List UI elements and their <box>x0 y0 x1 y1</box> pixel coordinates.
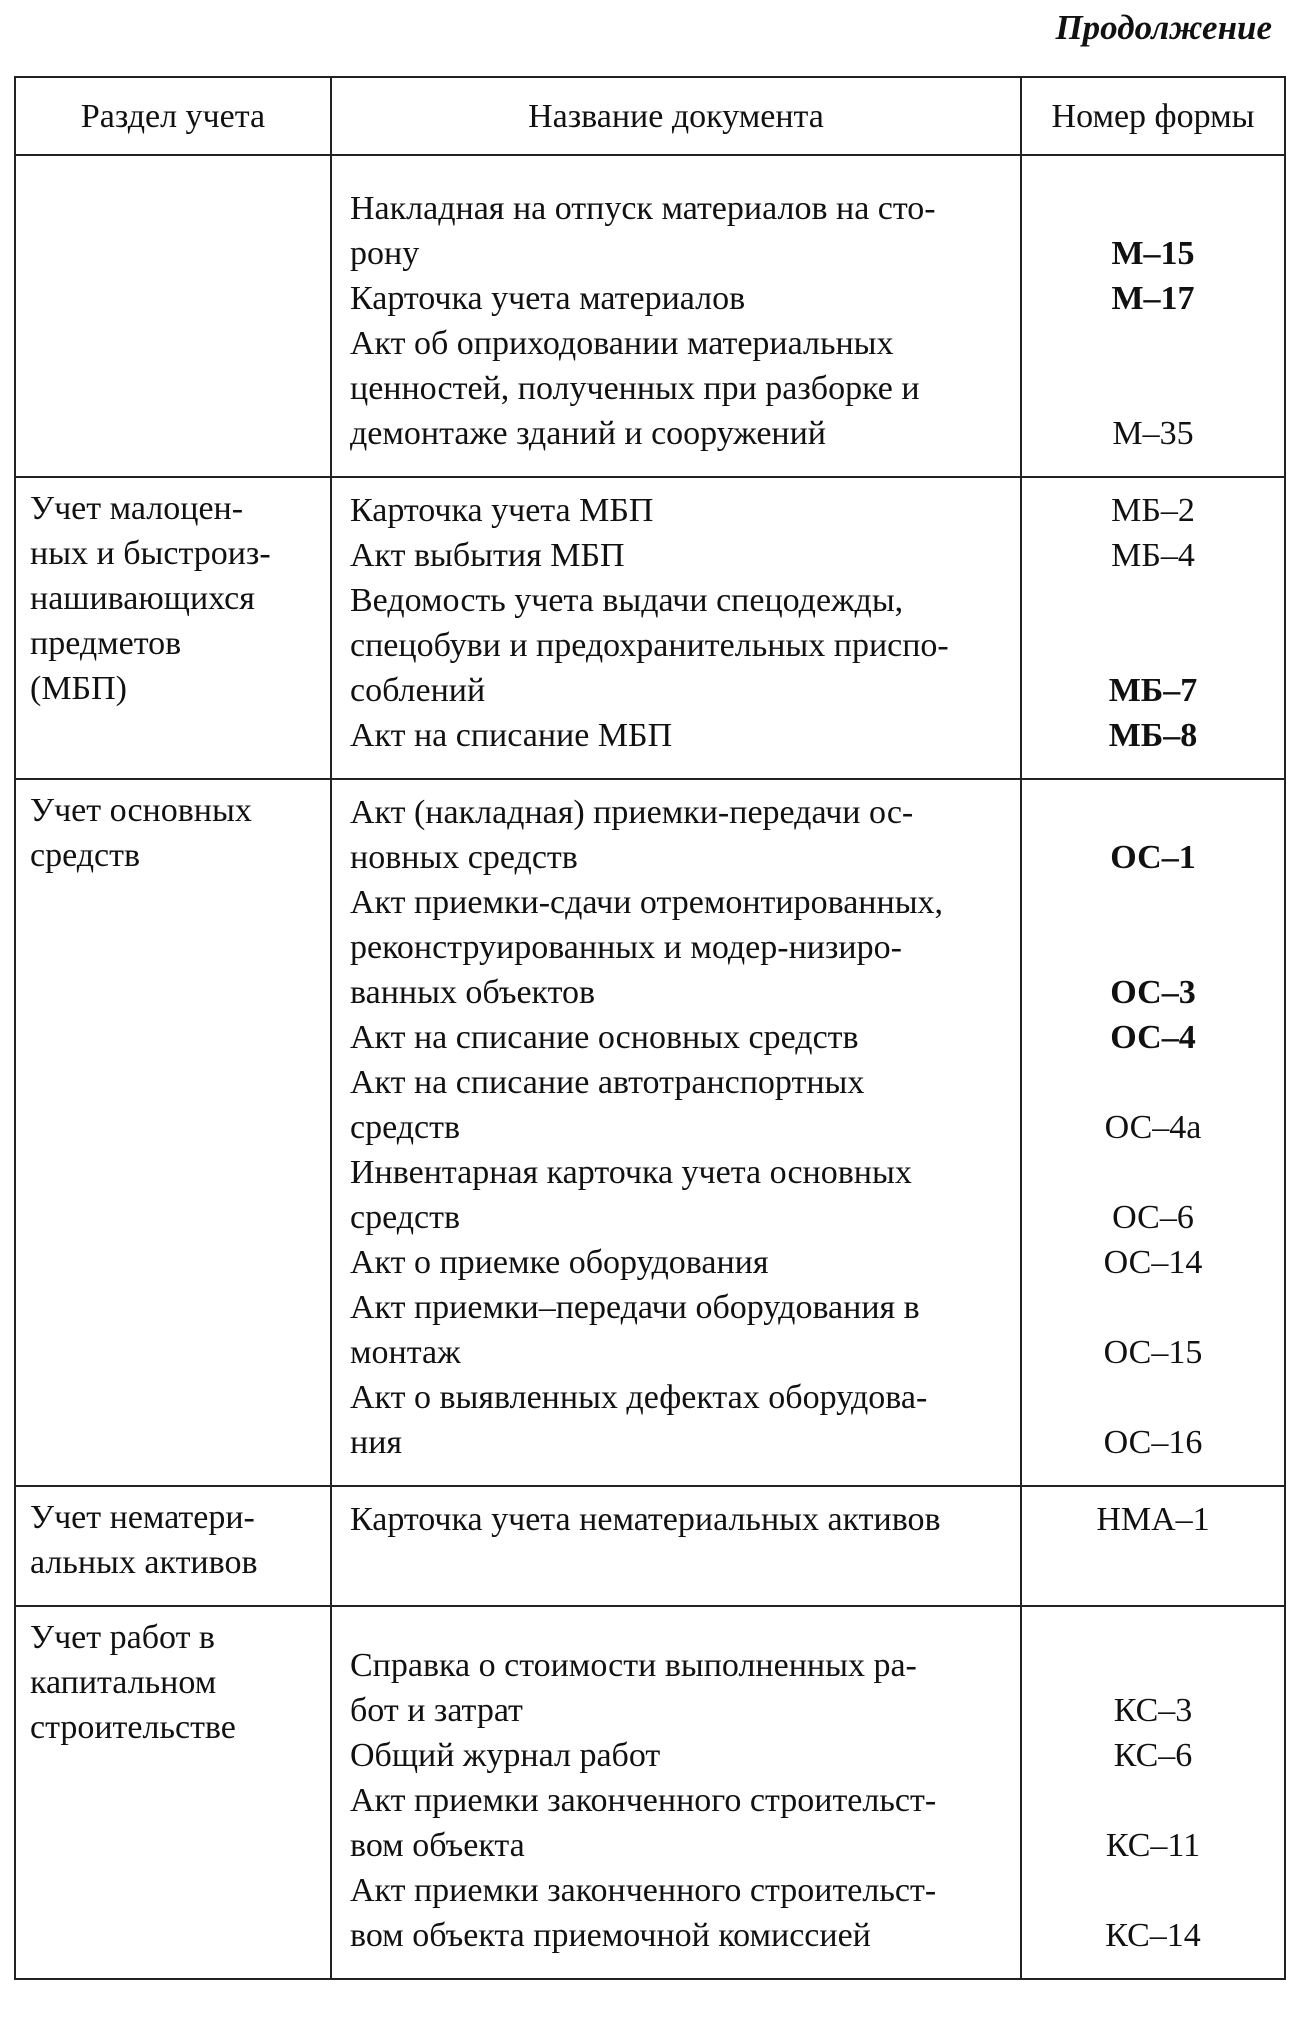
form-number-entry <box>1032 1733 1274 1778</box>
table-row <box>15 1606 1285 1979</box>
form-numbers-cell <box>1021 779 1285 1486</box>
document-name-line: Акт (накладная) приемки-передачи ос- <box>350 794 914 831</box>
document-names-cell <box>331 155 1021 477</box>
document-name-line: Акт о приемке оборудования <box>350 1244 769 1281</box>
form-numbers-cell <box>1021 1606 1285 1979</box>
section-cell <box>15 155 331 477</box>
section-line: средств <box>30 837 141 874</box>
document-name-line: монтаж <box>350 1334 461 1371</box>
document-entry <box>350 1240 1002 1285</box>
document-name-line: Акт на списание основных средств <box>350 1019 859 1056</box>
section-line: (МБП) <box>30 670 127 707</box>
continuation-caption: Продолжение <box>1055 8 1272 47</box>
document-names-cell <box>331 1486 1021 1606</box>
section-line: предметов <box>30 625 182 662</box>
document-name-line: Карточка учета материалов <box>350 280 746 317</box>
document-name-line: Акт о выявленных дефектах оборудова- <box>350 1379 928 1416</box>
document-entry <box>350 321 1002 456</box>
form-number-entry <box>1032 1868 1274 1958</box>
table-row <box>15 155 1285 477</box>
document-entry <box>350 1778 1002 1868</box>
document-name-line: Карточка учета МБП <box>350 492 654 529</box>
document-entry <box>350 1643 1002 1733</box>
form-number: ОС–15 <box>1103 1334 1203 1371</box>
document-entry <box>350 276 1002 321</box>
form-number: ОС–3 <box>1110 974 1196 1011</box>
form-number: НМА–1 <box>1096 1501 1210 1538</box>
form-number-entry <box>1032 488 1274 533</box>
document-name-line: Акт на списание автотранспортных <box>350 1064 865 1101</box>
form-number-entry <box>1032 1240 1274 1285</box>
document-entry <box>350 713 1002 758</box>
header-document-name: Название документа <box>331 77 1021 155</box>
form-number-entry <box>1032 578 1274 713</box>
document-name-line: ния <box>350 1424 403 1461</box>
form-numbers-cell <box>1021 1486 1285 1606</box>
document-entry <box>350 186 1002 276</box>
document-name-line: спецобуви и предохранительных приспо- <box>350 627 949 664</box>
document-name-line: реконструированных и модер-низиро- <box>350 929 902 966</box>
document-name-line: вом объекта <box>350 1827 525 1864</box>
document-name-line: Акт приемки–передачи оборудования в <box>350 1289 920 1326</box>
section-cell <box>15 1486 331 1606</box>
documents-table <box>14 76 1286 1980</box>
form-number-entry <box>1032 186 1274 276</box>
document-entry <box>350 880 1002 1015</box>
document-name-line: Справка о стоимости выполненных ра- <box>350 1647 917 1684</box>
document-name-line: Инвентарная карточка учета основных <box>350 1154 912 1191</box>
section-cell <box>15 477 331 779</box>
section-cell <box>15 1606 331 1979</box>
section-line: Учет нематери- <box>30 1499 255 1536</box>
form-number: М–15 <box>1111 235 1195 272</box>
document-name-line: Акт приемки законченного строительст- <box>350 1782 937 1819</box>
document-name-line: новных средств <box>350 839 578 876</box>
form-number: МБ–7 <box>1108 672 1198 709</box>
document-name-line: Акт приемки законченного строительст- <box>350 1872 937 1909</box>
section-line: нашивающихся <box>30 580 255 617</box>
form-number: КС–11 <box>1105 1827 1201 1864</box>
form-number-entry <box>1032 276 1274 321</box>
document-entry <box>350 1375 1002 1465</box>
document-entry <box>350 1150 1002 1240</box>
document-name-line: демонтаже зданий и сооружений <box>350 415 826 452</box>
form-number-entry <box>1032 1643 1274 1733</box>
form-number: ОС–6 <box>1112 1199 1194 1236</box>
form-numbers-cell <box>1021 477 1285 779</box>
form-number: КС–3 <box>1113 1692 1193 1729</box>
form-number: КС–14 <box>1105 1917 1201 1954</box>
document-entry <box>350 1285 1002 1375</box>
document-entry <box>350 533 1002 578</box>
document-names-cell <box>331 477 1021 779</box>
section-line: строительстве <box>30 1709 236 1746</box>
document-entry <box>350 488 1002 533</box>
form-number-entry <box>1032 1497 1274 1542</box>
form-number: ОС–4 <box>1110 1019 1196 1056</box>
form-number: КС–6 <box>1113 1737 1193 1774</box>
document-name-line: Ведомость учета выдачи спецодежды, <box>350 582 904 619</box>
form-number-entry <box>1032 533 1274 578</box>
table-row <box>15 1486 1285 1606</box>
document-entry <box>350 1733 1002 1778</box>
section-line: Учет основных <box>30 792 252 829</box>
section-cell <box>15 779 331 1486</box>
document-entry <box>350 790 1002 880</box>
document-names-cell <box>331 1606 1021 1979</box>
document-entry <box>350 1497 1002 1542</box>
section-line: ных и быстроиз- <box>30 535 271 572</box>
form-number-entry <box>1032 880 1274 1015</box>
section-line: капитальном <box>30 1664 217 1701</box>
form-number-entry <box>1032 321 1274 456</box>
document-name-line: рону <box>350 235 420 272</box>
document-name-line: бот и затрат <box>350 1692 523 1729</box>
form-number-entry <box>1032 1015 1274 1060</box>
document-name-line: средств <box>350 1199 461 1236</box>
document-entry <box>350 1868 1002 1958</box>
form-number: МБ–4 <box>1111 537 1195 574</box>
form-number-entry <box>1032 1778 1274 1868</box>
document-name-line: вом объекта приемочной комиссией <box>350 1917 871 1954</box>
header-form-number: Номер формы <box>1021 77 1285 155</box>
form-number-entry <box>1032 1150 1274 1240</box>
section-line: Учет работ в <box>30 1619 215 1656</box>
document-name-line: средств <box>350 1109 461 1146</box>
document-name-line: Общий журнал работ <box>350 1737 661 1774</box>
form-number: МБ–8 <box>1108 717 1198 754</box>
form-number-entry <box>1032 1285 1274 1375</box>
table-body <box>15 155 1285 1979</box>
document-name-line: ванных объектов <box>350 974 596 1011</box>
form-number: М–17 <box>1111 280 1195 317</box>
document-names-cell <box>331 779 1021 1486</box>
form-number-entry <box>1032 1060 1274 1150</box>
form-numbers-cell <box>1021 155 1285 477</box>
document-entry <box>350 578 1002 713</box>
document-name-line: соблений <box>350 672 486 709</box>
form-number-entry <box>1032 713 1274 758</box>
form-number: МБ–2 <box>1111 492 1195 529</box>
form-number: ОС–16 <box>1103 1424 1203 1461</box>
header-section: Раздел учета <box>15 77 331 155</box>
document-name-line: ценностей, полученных при разборке и <box>350 370 920 407</box>
form-number: М–35 <box>1112 415 1194 452</box>
document-entry <box>350 1015 1002 1060</box>
document-name-line: Карточка учета нематериальных активов <box>350 1501 941 1538</box>
form-number-entry <box>1032 1375 1274 1465</box>
table-row <box>15 477 1285 779</box>
form-number: ОС–1 <box>1110 839 1196 876</box>
document-name-line: Акт об оприходовании материальных <box>350 325 894 362</box>
section-line: альных активов <box>30 1544 258 1581</box>
document-name-line: Накладная на отпуск материалов на сто- <box>350 190 936 227</box>
form-number-entry <box>1032 790 1274 880</box>
document-name-line: Акт выбытия МБП <box>350 537 625 574</box>
document-name-line: Акт на списание МБП <box>350 717 673 754</box>
table-row <box>15 779 1285 1486</box>
table-header-row <box>15 77 1285 155</box>
document-entry <box>350 1060 1002 1150</box>
document-name-line: Акт приемки-сдачи отремонтированных, <box>350 884 944 921</box>
section-line: Учет малоцен- <box>30 490 244 527</box>
form-number: ОС–14 <box>1103 1244 1203 1281</box>
form-number: ОС–4а <box>1104 1109 1202 1146</box>
